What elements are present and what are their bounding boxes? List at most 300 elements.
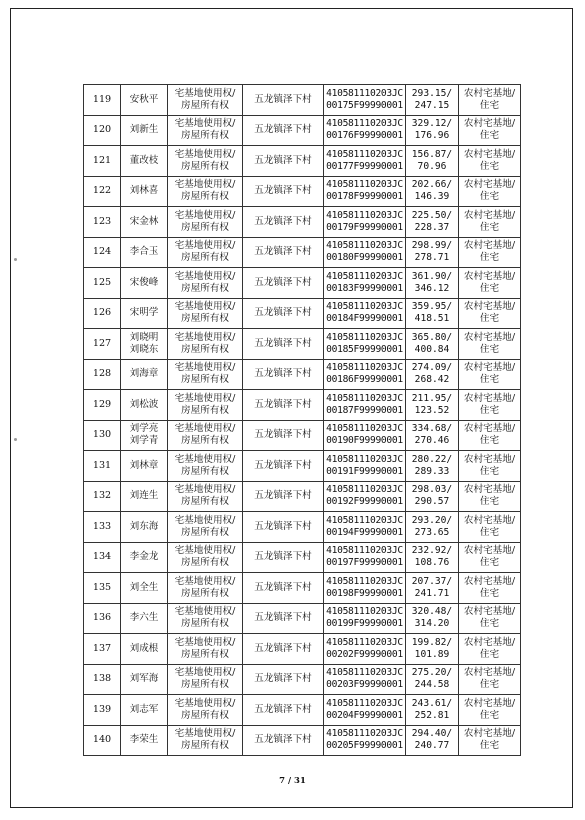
table-row bbox=[84, 664, 521, 695]
cell-area-line: 123.52 bbox=[414, 404, 450, 416]
cell-unit-code-line: 00205F99990001 bbox=[326, 740, 403, 752]
cell-owner-name-line: 宋明学 bbox=[129, 307, 159, 319]
cell-right-type-line: 宅基地使用权/ bbox=[174, 514, 236, 526]
cell-owner-name-line: 董改枝 bbox=[129, 154, 159, 166]
cell-owner-name bbox=[121, 207, 168, 238]
cell-location: 五龙镇泽下村 bbox=[243, 634, 324, 665]
cell-area-line: 346.12 bbox=[414, 282, 450, 294]
cell-owner-name bbox=[121, 359, 168, 390]
cell-land-use bbox=[459, 725, 521, 756]
cell-owner-name bbox=[121, 420, 168, 451]
cell-area-line: 247.15 bbox=[414, 99, 450, 111]
cell-right-type-line: 宅基地使用权/ bbox=[174, 453, 236, 465]
cell-right-type-line: 房屋所有权 bbox=[181, 709, 229, 721]
punch-hole-mark bbox=[14, 438, 17, 441]
cell-land-use-line: 农村宅基地/ bbox=[463, 301, 516, 313]
cell-land-use-line: 住宅 bbox=[479, 282, 500, 294]
cell-area-line: 294.40/ bbox=[411, 728, 453, 740]
cell-area bbox=[406, 115, 459, 146]
cell-area-line: 278.71 bbox=[414, 252, 450, 264]
cell-land-use bbox=[459, 329, 521, 360]
cell-area-line: 70.96 bbox=[417, 160, 447, 172]
cell-unit-code-line: 00187F99990001 bbox=[326, 404, 403, 416]
cell-right-type bbox=[168, 573, 243, 604]
cell-unit-code-line: 00194F99990001 bbox=[326, 526, 403, 538]
cell-right-type bbox=[168, 390, 243, 421]
cell-right-type bbox=[168, 329, 243, 360]
cell-land-use bbox=[459, 268, 521, 299]
cell-owner-name bbox=[121, 603, 168, 634]
cell-unit-code bbox=[324, 634, 406, 665]
cell-land-use-line: 住宅 bbox=[479, 99, 500, 111]
cell-unit-code bbox=[324, 451, 406, 482]
cell-right-type-line: 宅基地使用权/ bbox=[174, 606, 236, 618]
table-row bbox=[84, 725, 521, 756]
cell-unit-code-line: 410581110203JC bbox=[326, 484, 403, 496]
table-row bbox=[84, 115, 521, 146]
cell-unit-code-line: 00192F99990001 bbox=[326, 496, 403, 508]
cell-right-type-line: 房屋所有权 bbox=[181, 99, 229, 111]
cell-area-line: 156.87/ bbox=[411, 148, 453, 160]
cell-sequence-number: 119 bbox=[84, 85, 121, 116]
cell-unit-code-line: 00175F99990001 bbox=[326, 99, 403, 111]
cell-land-use bbox=[459, 390, 521, 421]
cell-unit-code bbox=[324, 573, 406, 604]
cell-unit-code-line: 410581110203JC bbox=[326, 606, 403, 618]
cell-owner-name-line: 刘新生 bbox=[129, 124, 159, 136]
cell-right-type bbox=[168, 146, 243, 177]
cell-unit-code-line: 410581110203JC bbox=[326, 209, 403, 221]
cell-right-type-line: 宅基地使用权/ bbox=[174, 148, 236, 160]
table-row bbox=[84, 85, 521, 116]
cell-right-type-line: 宅基地使用权/ bbox=[174, 636, 236, 648]
cell-right-type bbox=[168, 725, 243, 756]
cell-unit-code bbox=[324, 390, 406, 421]
cell-unit-code-line: 00176F99990001 bbox=[326, 130, 403, 142]
cell-unit-code-line: 410581110203JC bbox=[326, 514, 403, 526]
cell-land-use-line: 住宅 bbox=[479, 465, 500, 477]
cell-sequence-number: 123 bbox=[84, 207, 121, 238]
cell-area-line: 298.99/ bbox=[411, 240, 453, 252]
cell-area-line: 268.42 bbox=[414, 374, 450, 386]
cell-owner-name bbox=[121, 481, 168, 512]
cell-unit-code-line: 00197F99990001 bbox=[326, 557, 403, 569]
cell-right-type-line: 宅基地使用权/ bbox=[174, 270, 236, 282]
cell-right-type-line: 房屋所有权 bbox=[181, 465, 229, 477]
cell-unit-code bbox=[324, 725, 406, 756]
cell-land-use-line: 农村宅基地/ bbox=[463, 423, 516, 435]
cell-unit-code-line: 00203F99990001 bbox=[326, 679, 403, 691]
cell-area-line: 275.20/ bbox=[411, 667, 453, 679]
cell-right-type bbox=[168, 481, 243, 512]
cell-owner-name-line: 刘全生 bbox=[129, 581, 159, 593]
cell-land-use-line: 住宅 bbox=[479, 587, 500, 599]
cell-area bbox=[406, 634, 459, 665]
cell-owner-name bbox=[121, 725, 168, 756]
cell-area-line: 101.89 bbox=[414, 648, 450, 660]
cell-right-type-line: 宅基地使用权/ bbox=[174, 209, 236, 221]
cell-unit-code-line: 00180F99990001 bbox=[326, 252, 403, 264]
cell-right-type-line: 房屋所有权 bbox=[181, 252, 229, 264]
cell-sequence-number: 140 bbox=[84, 725, 121, 756]
cell-right-type-line: 房屋所有权 bbox=[181, 282, 229, 294]
cell-land-use bbox=[459, 207, 521, 238]
cell-unit-code-line: 00179F99990001 bbox=[326, 221, 403, 233]
cell-area-line: 108.76 bbox=[414, 557, 450, 569]
cell-owner-name-line: 刘东海 bbox=[129, 520, 159, 532]
cell-land-use-line: 农村宅基地/ bbox=[463, 362, 516, 374]
cell-unit-code-line: 00184F99990001 bbox=[326, 313, 403, 325]
cell-land-use bbox=[459, 634, 521, 665]
cell-owner-name-line: 宋俊峰 bbox=[129, 276, 159, 288]
cell-right-type-line: 房屋所有权 bbox=[181, 160, 229, 172]
cell-right-type-line: 房屋所有权 bbox=[181, 374, 229, 386]
cell-unit-code bbox=[324, 146, 406, 177]
cell-unit-code bbox=[324, 85, 406, 116]
cell-owner-name bbox=[121, 237, 168, 268]
cell-land-use bbox=[459, 542, 521, 573]
cell-unit-code-line: 410581110203JC bbox=[326, 667, 403, 679]
cell-right-type bbox=[168, 664, 243, 695]
cell-land-use-line: 农村宅基地/ bbox=[463, 606, 516, 618]
cell-location: 五龙镇泽下村 bbox=[243, 176, 324, 207]
cell-sequence-number: 129 bbox=[84, 390, 121, 421]
cell-unit-code-line: 410581110203JC bbox=[326, 87, 403, 99]
cell-right-type bbox=[168, 115, 243, 146]
cell-area-line: 270.46 bbox=[414, 435, 450, 447]
cell-sequence-number: 127 bbox=[84, 329, 121, 360]
cell-unit-code bbox=[324, 542, 406, 573]
cell-unit-code bbox=[324, 481, 406, 512]
cell-right-type-line: 宅基地使用权/ bbox=[174, 545, 236, 557]
cell-sequence-number: 135 bbox=[84, 573, 121, 604]
cell-unit-code-line: 00190F99990001 bbox=[326, 435, 403, 447]
cell-owner-name-line: 刘军海 bbox=[129, 673, 159, 685]
cell-right-type-line: 房屋所有权 bbox=[181, 191, 229, 203]
cell-area-line: 293.15/ bbox=[411, 87, 453, 99]
cell-right-type bbox=[168, 268, 243, 299]
cell-area-line: 365.80/ bbox=[411, 331, 453, 343]
cell-area bbox=[406, 390, 459, 421]
cell-location: 五龙镇泽下村 bbox=[243, 359, 324, 390]
cell-land-use-line: 住宅 bbox=[479, 252, 500, 264]
cell-sequence-number: 130 bbox=[84, 420, 121, 451]
cell-location: 五龙镇泽下村 bbox=[243, 85, 324, 116]
cell-land-use-line: 住宅 bbox=[479, 404, 500, 416]
cell-area-line: 418.51 bbox=[414, 313, 450, 325]
cell-land-use-line: 农村宅基地/ bbox=[463, 514, 516, 526]
cell-right-type-line: 宅基地使用权/ bbox=[174, 392, 236, 404]
cell-location: 五龙镇泽下村 bbox=[243, 695, 324, 726]
cell-area bbox=[406, 298, 459, 329]
cell-right-type-line: 宅基地使用权/ bbox=[174, 179, 236, 191]
cell-right-type-line: 房屋所有权 bbox=[181, 618, 229, 630]
cell-area bbox=[406, 664, 459, 695]
cell-location: 五龙镇泽下村 bbox=[243, 603, 324, 634]
cell-land-use-line: 农村宅基地/ bbox=[463, 148, 516, 160]
cell-unit-code-line: 410581110203JC bbox=[326, 240, 403, 252]
table-row bbox=[84, 390, 521, 421]
cell-sequence-number: 134 bbox=[84, 542, 121, 573]
cell-owner-name-line: 刘成根 bbox=[129, 642, 159, 654]
cell-unit-code-line: 410581110203JC bbox=[326, 362, 403, 374]
cell-owner-name-line: 李六生 bbox=[129, 612, 159, 624]
cell-unit-code bbox=[324, 176, 406, 207]
cell-right-type-line: 宅基地使用权/ bbox=[174, 362, 236, 374]
table-row bbox=[84, 573, 521, 604]
cell-area-line: 228.37 bbox=[414, 221, 450, 233]
cell-area-line: 274.09/ bbox=[411, 362, 453, 374]
cell-land-use bbox=[459, 512, 521, 543]
cell-right-type-line: 宅基地使用权/ bbox=[174, 118, 236, 130]
cell-right-type bbox=[168, 695, 243, 726]
cell-location: 五龙镇泽下村 bbox=[243, 146, 324, 177]
cell-right-type bbox=[168, 420, 243, 451]
cell-sequence-number: 139 bbox=[84, 695, 121, 726]
cell-right-type bbox=[168, 634, 243, 665]
cell-land-use-line: 住宅 bbox=[479, 313, 500, 325]
cell-owner-name bbox=[121, 390, 168, 421]
cell-sequence-number: 126 bbox=[84, 298, 121, 329]
table-row bbox=[84, 176, 521, 207]
cell-right-type-line: 房屋所有权 bbox=[181, 679, 229, 691]
cell-land-use-line: 农村宅基地/ bbox=[463, 636, 516, 648]
cell-unit-code bbox=[324, 420, 406, 451]
table-row bbox=[84, 359, 521, 390]
table-row bbox=[84, 695, 521, 726]
table-row bbox=[84, 603, 521, 634]
cell-location: 五龙镇泽下村 bbox=[243, 329, 324, 360]
cell-land-use bbox=[459, 359, 521, 390]
cell-unit-code bbox=[324, 603, 406, 634]
cell-owner-name bbox=[121, 298, 168, 329]
cell-unit-code-line: 410581110203JC bbox=[326, 179, 403, 191]
cell-unit-code-line: 00185F99990001 bbox=[326, 343, 403, 355]
cell-owner-name bbox=[121, 664, 168, 695]
table-row bbox=[84, 481, 521, 512]
cell-area-line: 334.68/ bbox=[411, 423, 453, 435]
cell-right-type bbox=[168, 237, 243, 268]
cell-area bbox=[406, 603, 459, 634]
cell-unit-code-line: 410581110203JC bbox=[326, 636, 403, 648]
cell-unit-code bbox=[324, 237, 406, 268]
cell-land-use-line: 农村宅基地/ bbox=[463, 453, 516, 465]
cell-area-line: 202.66/ bbox=[411, 179, 453, 191]
cell-area-line: 293.20/ bbox=[411, 514, 453, 526]
cell-unit-code bbox=[324, 359, 406, 390]
cell-location: 五龙镇泽下村 bbox=[243, 451, 324, 482]
cell-area-line: 361.90/ bbox=[411, 270, 453, 282]
cell-location: 五龙镇泽下村 bbox=[243, 481, 324, 512]
table-body bbox=[84, 85, 521, 756]
cell-land-use bbox=[459, 115, 521, 146]
cell-area bbox=[406, 268, 459, 299]
cell-unit-code-line: 410581110203JC bbox=[326, 545, 403, 557]
cell-area bbox=[406, 146, 459, 177]
cell-land-use-line: 农村宅基地/ bbox=[463, 240, 516, 252]
cell-area bbox=[406, 695, 459, 726]
cell-land-use-line: 农村宅基地/ bbox=[463, 392, 516, 404]
cell-location: 五龙镇泽下村 bbox=[243, 207, 324, 238]
cell-land-use-line: 农村宅基地/ bbox=[463, 545, 516, 557]
cell-land-use-line: 农村宅基地/ bbox=[463, 728, 516, 740]
cell-area bbox=[406, 481, 459, 512]
cell-land-use-line: 住宅 bbox=[479, 648, 500, 660]
cell-unit-code bbox=[324, 664, 406, 695]
cell-area bbox=[406, 359, 459, 390]
cell-right-type-line: 房屋所有权 bbox=[181, 404, 229, 416]
cell-right-type-line: 宅基地使用权/ bbox=[174, 331, 236, 343]
cell-sequence-number: 122 bbox=[84, 176, 121, 207]
cell-owner-name-line: 刘学青 bbox=[129, 435, 159, 447]
cell-land-use-line: 住宅 bbox=[479, 679, 500, 691]
cell-owner-name-line: 刘海章 bbox=[129, 368, 159, 380]
cell-land-use bbox=[459, 664, 521, 695]
cell-right-type-line: 房屋所有权 bbox=[181, 130, 229, 142]
cell-owner-name-line: 刘学亮 bbox=[129, 423, 159, 435]
cell-unit-code-line: 00199F99990001 bbox=[326, 618, 403, 630]
cell-area bbox=[406, 542, 459, 573]
cell-land-use-line: 农村宅基地/ bbox=[463, 209, 516, 221]
cell-location: 五龙镇泽下村 bbox=[243, 542, 324, 573]
cell-land-use-line: 住宅 bbox=[479, 191, 500, 203]
cell-right-type bbox=[168, 176, 243, 207]
cell-owner-name bbox=[121, 146, 168, 177]
cell-owner-name-line: 刘连生 bbox=[129, 490, 159, 502]
cell-sequence-number: 125 bbox=[84, 268, 121, 299]
cell-right-type bbox=[168, 359, 243, 390]
cell-right-type-line: 宅基地使用权/ bbox=[174, 575, 236, 587]
cell-unit-code-line: 00183F99990001 bbox=[326, 282, 403, 294]
cell-location: 五龙镇泽下村 bbox=[243, 512, 324, 543]
cell-land-use-line: 住宅 bbox=[479, 221, 500, 233]
cell-land-use-line: 住宅 bbox=[479, 557, 500, 569]
cell-unit-code-line: 410581110203JC bbox=[326, 575, 403, 587]
cell-unit-code-line: 410581110203JC bbox=[326, 697, 403, 709]
cell-right-type bbox=[168, 512, 243, 543]
cell-unit-code-line: 00186F99990001 bbox=[326, 374, 403, 386]
cell-owner-name bbox=[121, 542, 168, 573]
cell-right-type-line: 宅基地使用权/ bbox=[174, 301, 236, 313]
cell-sequence-number: 124 bbox=[84, 237, 121, 268]
cell-sequence-number: 136 bbox=[84, 603, 121, 634]
cell-right-type-line: 房屋所有权 bbox=[181, 587, 229, 599]
table-row bbox=[84, 237, 521, 268]
cell-area-line: 400.84 bbox=[414, 343, 450, 355]
table-row bbox=[84, 268, 521, 299]
cell-owner-name bbox=[121, 176, 168, 207]
cell-area bbox=[406, 176, 459, 207]
cell-location: 五龙镇泽下村 bbox=[243, 237, 324, 268]
cell-unit-code bbox=[324, 268, 406, 299]
table-row bbox=[84, 542, 521, 573]
cell-right-type-line: 房屋所有权 bbox=[181, 740, 229, 752]
cell-unit-code bbox=[324, 298, 406, 329]
cell-land-use-line: 农村宅基地/ bbox=[463, 575, 516, 587]
cell-area-line: 320.48/ bbox=[411, 606, 453, 618]
cell-unit-code-line: 00177F99990001 bbox=[326, 160, 403, 172]
cell-area bbox=[406, 237, 459, 268]
cell-owner-name bbox=[121, 451, 168, 482]
cell-area-line: 241.71 bbox=[414, 587, 450, 599]
cell-area-line: 199.82/ bbox=[411, 636, 453, 648]
cell-sequence-number: 137 bbox=[84, 634, 121, 665]
cell-land-use-line: 住宅 bbox=[479, 130, 500, 142]
cell-land-use-line: 农村宅基地/ bbox=[463, 667, 516, 679]
cell-area-line: 280.22/ bbox=[411, 453, 453, 465]
cell-unit-code-line: 410581110203JC bbox=[326, 301, 403, 313]
cell-location: 五龙镇泽下村 bbox=[243, 115, 324, 146]
cell-location: 五龙镇泽下村 bbox=[243, 664, 324, 695]
cell-sequence-number: 120 bbox=[84, 115, 121, 146]
cell-land-use-line: 住宅 bbox=[479, 526, 500, 538]
cell-land-use bbox=[459, 176, 521, 207]
cell-right-type-line: 房屋所有权 bbox=[181, 557, 229, 569]
cell-land-use-line: 住宅 bbox=[479, 343, 500, 355]
cell-owner-name-line: 刘林章 bbox=[129, 459, 159, 471]
cell-land-use bbox=[459, 451, 521, 482]
cell-land-use bbox=[459, 146, 521, 177]
cell-area-line: 146.39 bbox=[414, 191, 450, 203]
cell-right-type-line: 房屋所有权 bbox=[181, 648, 229, 660]
cell-area-line: 289.33 bbox=[414, 465, 450, 477]
cell-right-type bbox=[168, 207, 243, 238]
cell-unit-code-line: 410581110203JC bbox=[326, 728, 403, 740]
cell-right-type-line: 宅基地使用权/ bbox=[174, 667, 236, 679]
cell-owner-name-line: 刘晓东 bbox=[129, 343, 159, 355]
cell-unit-code-line: 410581110203JC bbox=[326, 453, 403, 465]
cell-area-line: 359.95/ bbox=[411, 301, 453, 313]
table-row bbox=[84, 146, 521, 177]
cell-unit-code-line: 00178F99990001 bbox=[326, 191, 403, 203]
cell-land-use-line: 住宅 bbox=[479, 374, 500, 386]
cell-right-type-line: 房屋所有权 bbox=[181, 496, 229, 508]
cell-unit-code bbox=[324, 329, 406, 360]
cell-land-use bbox=[459, 85, 521, 116]
cell-owner-name-line: 宋金林 bbox=[129, 215, 159, 227]
cell-sequence-number: 121 bbox=[84, 146, 121, 177]
cell-area-line: 232.92/ bbox=[411, 545, 453, 557]
cell-land-use-line: 住宅 bbox=[479, 618, 500, 630]
cell-sequence-number: 138 bbox=[84, 664, 121, 695]
table-row bbox=[84, 329, 521, 360]
cell-right-type-line: 房屋所有权 bbox=[181, 435, 229, 447]
table-row bbox=[84, 298, 521, 329]
cell-land-use bbox=[459, 481, 521, 512]
cell-owner-name bbox=[121, 573, 168, 604]
cell-unit-code bbox=[324, 695, 406, 726]
cell-area-line: 290.57 bbox=[414, 496, 450, 508]
cell-owner-name-line: 李合玉 bbox=[129, 246, 159, 258]
cell-right-type-line: 宅基地使用权/ bbox=[174, 423, 236, 435]
cell-unit-code-line: 410581110203JC bbox=[326, 148, 403, 160]
cell-unit-code-line: 00204F99990001 bbox=[326, 709, 403, 721]
cell-unit-code-line: 00202F99990001 bbox=[326, 648, 403, 660]
cell-land-use-line: 住宅 bbox=[479, 435, 500, 447]
punch-hole-mark bbox=[14, 258, 17, 261]
cell-area-line: 207.37/ bbox=[411, 575, 453, 587]
cell-area-line: 273.65 bbox=[414, 526, 450, 538]
cell-owner-name bbox=[121, 85, 168, 116]
cell-right-type bbox=[168, 451, 243, 482]
cell-right-type bbox=[168, 85, 243, 116]
cell-sequence-number: 128 bbox=[84, 359, 121, 390]
cell-land-use-line: 农村宅基地/ bbox=[463, 270, 516, 282]
cell-sequence-number: 132 bbox=[84, 481, 121, 512]
cell-owner-name bbox=[121, 329, 168, 360]
cell-location: 五龙镇泽下村 bbox=[243, 725, 324, 756]
cell-area bbox=[406, 573, 459, 604]
